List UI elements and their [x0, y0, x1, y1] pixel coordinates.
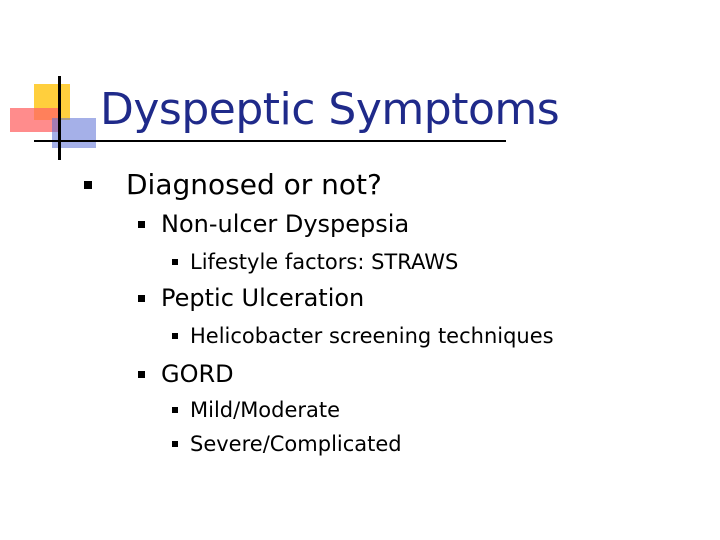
bullet-item: [138, 284, 364, 312]
bullet-text: GORD: [161, 360, 234, 388]
bullet-item: [138, 210, 409, 238]
square-bullet-icon: [138, 295, 145, 302]
square-bullet-icon: [138, 371, 145, 378]
square-bullet-icon: [84, 181, 92, 189]
square-bullet-icon: [172, 259, 178, 265]
square-bullet-icon: [172, 441, 178, 447]
bullet-text: Helicobacter screening techniques: [190, 324, 554, 348]
bullet-item: [172, 324, 554, 348]
bullet-item: [172, 250, 458, 274]
square-bullet-icon: [172, 333, 178, 339]
bullet-text: Peptic Ulceration: [161, 284, 365, 312]
bullet-item: [138, 360, 234, 388]
bullet-text: Non-ulcer Dyspepsia: [161, 210, 410, 238]
bullet-text: Diagnosed or not?: [126, 168, 382, 201]
bullet-item: [172, 398, 340, 422]
bullet-item: [172, 432, 402, 456]
decorative-red-square: [10, 108, 58, 132]
title-underline: [34, 140, 506, 142]
slide-title: Dyspeptic Symptoms: [100, 84, 560, 135]
bullet-item: [84, 168, 382, 201]
bullet-text: Severe/Complicated: [190, 432, 402, 456]
square-bullet-icon: [172, 407, 178, 413]
bullet-text: Lifestyle factors: STRAWS: [190, 250, 459, 274]
decorative-vertical-line: [58, 76, 61, 160]
square-bullet-icon: [138, 221, 145, 228]
bullet-text: Mild/Moderate: [190, 398, 341, 422]
